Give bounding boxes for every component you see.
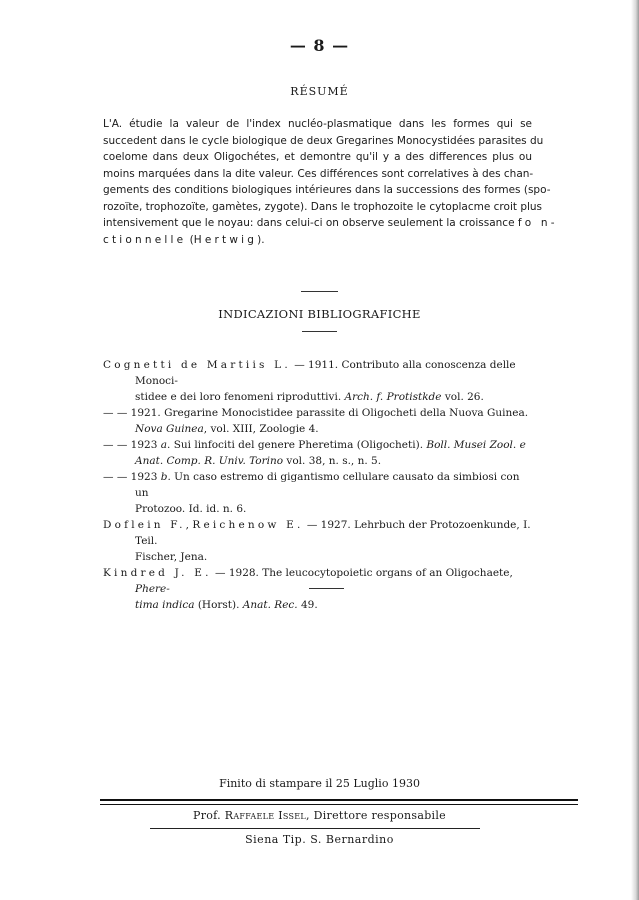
entry-text: vol. 38, n. s., n. 5. xyxy=(283,455,382,467)
colophon-double-rule xyxy=(100,799,578,805)
entry-author: Reichenow E. xyxy=(192,519,304,531)
entry-text: . Sui linfociti del genere Pheretima (Oligocheti). xyxy=(167,439,427,451)
section-divider xyxy=(301,291,338,292)
entry-journal: Anat. Rec. xyxy=(242,599,298,611)
entry-journal: Anat. Comp. R. Univ. Torino xyxy=(135,455,284,467)
print-date-line: Finito di stampare il 25 Luglio 1930 xyxy=(219,777,420,790)
paren-open: ( xyxy=(186,233,194,246)
entry-text: vol. 26. xyxy=(441,391,484,403)
resume-line: L'A. étudie la valeur de l'index nucléo-plasmatique dans les formes qui se xyxy=(103,118,532,130)
resume-line: gements des conditions biologiques intérieures dans la successions des formes (spo- xyxy=(103,184,551,196)
director-line xyxy=(0,809,639,822)
entry-journal: Arch. f. Protistkde xyxy=(344,391,442,403)
entry-journal: Nova Guinea xyxy=(135,423,204,435)
entry-text: Protozoo. Id. id. n. 6. xyxy=(135,503,247,515)
resume-heading: RÉSUMÉ xyxy=(290,85,349,98)
bibliography-entry xyxy=(103,405,532,437)
bibliography-entry xyxy=(103,469,532,517)
bibliography-heading: INDICAZIONI BIBLIOGRAFICHE xyxy=(218,307,421,321)
bibliography-entry xyxy=(103,517,532,565)
resume-line-text: intensivement que le noyau: dans celui-ci on observe seulement la croissance xyxy=(103,217,515,229)
resume-line: succedent dans le cycle biologique de deux Gregarines Monocystidées parasites du xyxy=(103,134,544,147)
bibliography-list xyxy=(103,357,532,613)
printer-line: Siena Tip. S. Bernardino xyxy=(245,833,394,846)
entry-text: , vol. XIII, Zoologie 4. xyxy=(203,423,319,435)
bibliography-entry xyxy=(103,565,532,613)
spaced-author: Hertwig xyxy=(193,233,258,246)
page-number: — 8 — xyxy=(289,36,350,55)
entry-journal: Boll. Musei Zool. e xyxy=(426,439,526,451)
entry-author: Cognetti de Martiis L. xyxy=(103,359,291,371)
entry-text: — 1911. Contributo alla conoscenza delle Monoci- xyxy=(135,359,516,387)
end-divider xyxy=(309,588,344,589)
heading-underline xyxy=(302,331,337,332)
entry-text: Fischer, Jena. xyxy=(135,551,208,563)
entry-text: — — 1923 xyxy=(103,471,161,483)
resume-paragraph xyxy=(103,116,558,248)
resume-line-8 xyxy=(103,232,532,249)
entry-species: Phere- xyxy=(135,583,170,595)
spaced-word: ctionnelle xyxy=(103,233,187,246)
entry-letter: b xyxy=(160,471,168,483)
resume-line: rozoïte, trophozoïte, gamètes, zygote). Dans le trophozoite le cytoplacme croit plus xyxy=(103,200,543,213)
resume-line-7 xyxy=(103,215,558,232)
colophon-rule xyxy=(150,828,480,829)
entry-text: — 1928. The leucocytopoietic organs of an Oligochaete, xyxy=(211,567,513,579)
director-suffix: , Direttore responsabile xyxy=(306,809,446,822)
entry-species: tima indica xyxy=(135,599,195,611)
paren-close: ). xyxy=(257,233,265,246)
scan-edge-shadow xyxy=(631,0,639,900)
entry-text: — — 1923 xyxy=(103,439,161,451)
spaced-word-part: fo n- xyxy=(517,217,558,229)
bibliography-entry xyxy=(103,437,532,469)
entry-author: Doflein F. xyxy=(103,519,186,531)
entry-letter: a xyxy=(160,439,168,451)
director-prefix: Prof. xyxy=(193,809,225,822)
entry-text: — — 1921. Gregarine Monocistidee parassite di Oligocheti della Nuova Guinea. xyxy=(103,407,529,419)
resume-line: coelome dans deux Oligochétes, et demontre qu'il y a des differences plus ou xyxy=(103,151,532,163)
entry-text: , xyxy=(185,519,193,531)
entry-author: Kindred J. E. xyxy=(103,567,212,579)
resume-line: moins marquées dans la dite valeur. Ces différences sont correlatives à des chan- xyxy=(103,167,534,180)
entry-text: stidee e dei loro fenomeni riproduttivi. xyxy=(135,391,345,403)
director-name: Raffaele Issel xyxy=(224,809,307,822)
entry-text: . Un caso estremo di gigantismo cellulare causato da simbiosi con un xyxy=(135,471,520,499)
entry-text: (Horst). xyxy=(194,599,243,611)
entry-text: 49. xyxy=(297,599,318,611)
entry-text: — 1927. Lehrbuch der Protozoenkunde, I. Teil. xyxy=(135,519,531,547)
bibliography-entry xyxy=(103,357,532,405)
